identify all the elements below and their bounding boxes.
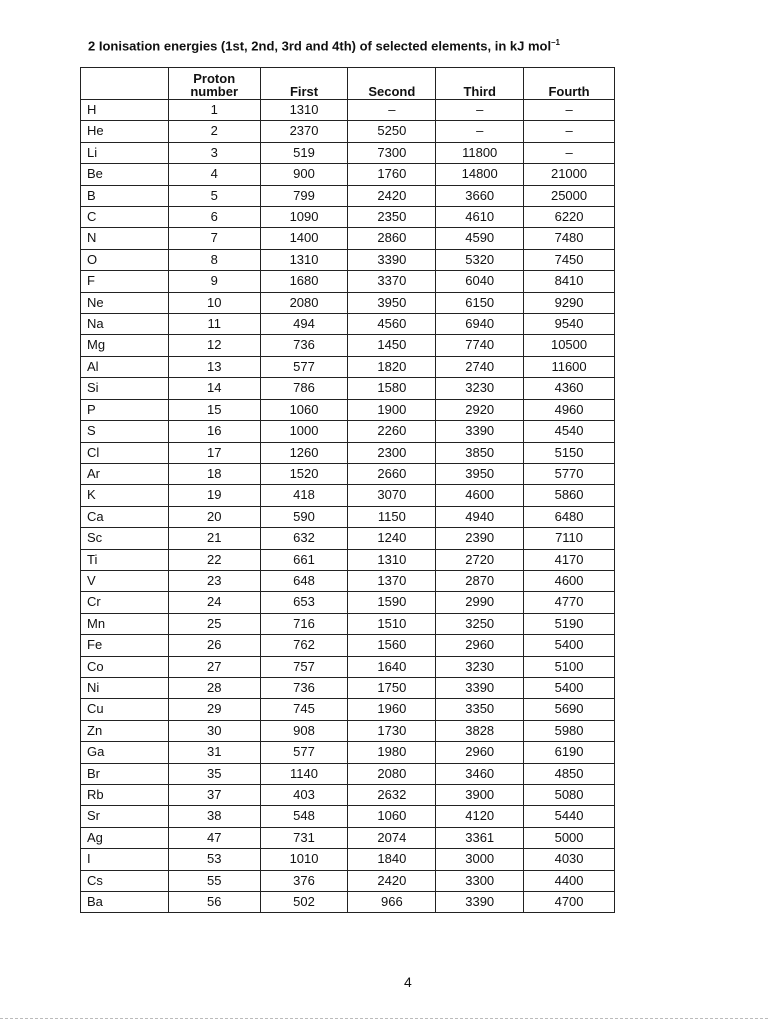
table-row [81,677,615,698]
cell-third: 3460 [436,763,524,784]
cell-element: Ag [81,827,169,848]
header-element [81,68,169,100]
cell-second: 1310 [348,549,436,570]
cell-proton-number: 22 [168,549,260,570]
cell-second: 1580 [348,378,436,399]
cell-second: 2080 [348,763,436,784]
cell-second: 3950 [348,292,436,313]
cell-first: 648 [260,570,348,591]
cell-fourth: 4400 [524,870,615,891]
cell-second: 1960 [348,699,436,720]
cell-second: 1240 [348,528,436,549]
cell-third: 4590 [436,228,524,249]
table-row [81,506,615,527]
cell-proton-number: 9 [168,271,260,292]
cell-first: 403 [260,785,348,806]
cell-first: 2080 [260,292,348,313]
table-row [81,249,615,270]
cell-third: 6040 [436,271,524,292]
cell-first: 731 [260,827,348,848]
cell-first: 548 [260,806,348,827]
cell-second: 1730 [348,720,436,741]
unit-superscript: –1 [551,38,560,47]
cell-proton-number: 14 [168,378,260,399]
document-title-text: 2 Ionisation energies (1st, 2nd, 3rd and 4th) of selected elements, in kJ mol [88,38,552,54]
cell-proton-number: 38 [168,806,260,827]
cell-element: S [81,421,169,442]
cell-fourth: 9540 [524,314,615,335]
table-row [81,442,615,463]
cell-element: Ga [81,742,169,763]
cell-element: H [81,100,169,121]
cell-third: 3230 [436,656,524,677]
cell-first: 716 [260,613,348,634]
cell-proton-number: 24 [168,592,260,613]
cell-second: 3070 [348,485,436,506]
cell-second: 2300 [348,442,436,463]
cell-element: O [81,249,169,270]
cell-element: V [81,570,169,591]
cell-third: 3900 [436,785,524,806]
cell-first: 908 [260,720,348,741]
cell-first: 1680 [260,271,348,292]
cell-third: 4940 [436,506,524,527]
table-row [81,528,615,549]
cell-first: 1000 [260,421,348,442]
cell-element: Cs [81,870,169,891]
cell-third: 2990 [436,592,524,613]
cell-proton-number: 17 [168,442,260,463]
cell-fourth: 4540 [524,421,615,442]
cell-fourth: 7480 [524,228,615,249]
cell-third: 3390 [436,677,524,698]
cell-element: Ar [81,463,169,484]
table-row [81,570,615,591]
cell-proton-number: 19 [168,485,260,506]
cell-third: 2960 [436,635,524,656]
header-third: Third [436,68,524,100]
cell-first: 661 [260,549,348,570]
cell-fourth: 6220 [524,207,615,228]
cell-second: 2074 [348,827,436,848]
cell-fourth: 5860 [524,485,615,506]
cell-first: 1010 [260,849,348,870]
cell-fourth: 4960 [524,399,615,420]
cell-first: 494 [260,314,348,335]
cell-fourth: 4770 [524,592,615,613]
cell-fourth: 5770 [524,463,615,484]
cell-element: Ba [81,892,169,913]
cell-second: 2632 [348,785,436,806]
cell-proton-number: 16 [168,421,260,442]
cell-second: 3370 [348,271,436,292]
header-fourth: Fourth [524,68,615,100]
cell-element: He [81,121,169,142]
cell-third: 2960 [436,742,524,763]
cell-first: 2370 [260,121,348,142]
cell-fourth: 4360 [524,378,615,399]
cell-second: 4560 [348,314,436,335]
ionisation-energy-table [80,67,615,913]
footer-divider [0,1018,768,1019]
table-row [81,485,615,506]
table-row [81,806,615,827]
cell-element: Cr [81,592,169,613]
cell-proton-number: 31 [168,742,260,763]
cell-second: 2660 [348,463,436,484]
cell-third: – [436,121,524,142]
cell-first: 762 [260,635,348,656]
cell-proton-number: 27 [168,656,260,677]
cell-first: 1310 [260,249,348,270]
cell-proton-number: 56 [168,892,260,913]
cell-element: Li [81,142,169,163]
cell-first: 1060 [260,399,348,420]
cell-second: 2860 [348,228,436,249]
cell-third: 3230 [436,378,524,399]
cell-proton-number: 3 [168,142,260,163]
table-row [81,549,615,570]
header-second: Second [348,68,436,100]
table-row [81,892,615,913]
cell-proton-number: 47 [168,827,260,848]
cell-fourth: – [524,100,615,121]
table-row [81,785,615,806]
cell-first: 632 [260,528,348,549]
cell-third: 4120 [436,806,524,827]
cell-proton-number: 10 [168,292,260,313]
table-row [81,635,615,656]
cell-proton-number: 13 [168,356,260,377]
cell-second: 1590 [348,592,436,613]
cell-proton-number: 5 [168,185,260,206]
cell-first: 376 [260,870,348,891]
cell-first: 745 [260,699,348,720]
cell-proton-number: 53 [168,849,260,870]
cell-element: Sc [81,528,169,549]
cell-second: 2420 [348,870,436,891]
cell-first: 799 [260,185,348,206]
cell-first: 418 [260,485,348,506]
cell-third: 2390 [436,528,524,549]
cell-element: Ca [81,506,169,527]
cell-fourth: 5440 [524,806,615,827]
cell-element: Mn [81,613,169,634]
cell-fourth: 5690 [524,699,615,720]
table-row [81,292,615,313]
cell-second: 2350 [348,207,436,228]
cell-first: 653 [260,592,348,613]
cell-proton-number: 18 [168,463,260,484]
cell-third: 3350 [436,699,524,720]
cell-third: 3300 [436,870,524,891]
cell-second: 1980 [348,742,436,763]
cell-second: – [348,100,436,121]
table-row [81,742,615,763]
cell-fourth: 5150 [524,442,615,463]
cell-third: 3361 [436,827,524,848]
cell-third: 2870 [436,570,524,591]
cell-proton-number: 29 [168,699,260,720]
cell-element: Ni [81,677,169,698]
cell-third: 11800 [436,142,524,163]
cell-fourth: 5400 [524,677,615,698]
cell-element: Al [81,356,169,377]
document-title [88,38,560,53]
table-row [81,870,615,891]
cell-second: 2260 [348,421,436,442]
cell-element: Co [81,656,169,677]
cell-second: 1510 [348,613,436,634]
cell-third: 2740 [436,356,524,377]
cell-fourth: 21000 [524,164,615,185]
table-row [81,228,615,249]
cell-second: 5250 [348,121,436,142]
cell-proton-number: 11 [168,314,260,335]
cell-second: 1150 [348,506,436,527]
cell-first: 590 [260,506,348,527]
page-number: 4 [404,974,412,990]
cell-first: 519 [260,142,348,163]
cell-proton-number: 2 [168,121,260,142]
table-row [81,142,615,163]
table-body [81,100,615,913]
cell-fourth: 5980 [524,720,615,741]
cell-element: Cl [81,442,169,463]
cell-second: 2420 [348,185,436,206]
cell-proton-number: 28 [168,677,260,698]
cell-fourth: 5000 [524,827,615,848]
table-row [81,100,615,121]
cell-second: 1060 [348,806,436,827]
cell-element: N [81,228,169,249]
cell-element: Br [81,763,169,784]
table-row [81,335,615,356]
cell-first: 1400 [260,228,348,249]
cell-third: 2920 [436,399,524,420]
cell-fourth: 5400 [524,635,615,656]
cell-third: 5320 [436,249,524,270]
cell-proton-number: 21 [168,528,260,549]
cell-element: Ti [81,549,169,570]
cell-element: Cu [81,699,169,720]
cell-first: 786 [260,378,348,399]
cell-fourth: 4850 [524,763,615,784]
cell-fourth: 5100 [524,656,615,677]
cell-fourth: 7110 [524,528,615,549]
cell-element: Rb [81,785,169,806]
table-row [81,164,615,185]
cell-element: Be [81,164,169,185]
cell-second: 1750 [348,677,436,698]
header-proton-number: Proton number [168,68,260,100]
table-row [81,763,615,784]
cell-second: 1560 [348,635,436,656]
cell-first: 577 [260,742,348,763]
cell-third: 2720 [436,549,524,570]
cell-proton-number: 6 [168,207,260,228]
cell-fourth: 4700 [524,892,615,913]
cell-first: 1260 [260,442,348,463]
cell-fourth: 25000 [524,185,615,206]
cell-third: 3828 [436,720,524,741]
cell-fourth: 10500 [524,335,615,356]
table-row [81,592,615,613]
cell-first: 900 [260,164,348,185]
cell-proton-number: 12 [168,335,260,356]
table-row [81,849,615,870]
cell-second: 1450 [348,335,436,356]
cell-third: 14800 [436,164,524,185]
cell-fourth: 6480 [524,506,615,527]
header-first: First [260,68,348,100]
cell-proton-number: 25 [168,613,260,634]
cell-element: Mg [81,335,169,356]
table-row [81,185,615,206]
table-row [81,207,615,228]
cell-third: 3250 [436,613,524,634]
table-row [81,356,615,377]
cell-element: Sr [81,806,169,827]
cell-proton-number: 35 [168,763,260,784]
table-header [81,68,615,100]
cell-first: 502 [260,892,348,913]
cell-first: 1090 [260,207,348,228]
cell-first: 577 [260,356,348,377]
table-row [81,271,615,292]
table-row [81,699,615,720]
table-row [81,827,615,848]
cell-third: 6940 [436,314,524,335]
cell-first: 736 [260,335,348,356]
cell-fourth: 6190 [524,742,615,763]
cell-proton-number: 23 [168,570,260,591]
cell-proton-number: 55 [168,870,260,891]
cell-proton-number: 20 [168,506,260,527]
cell-proton-number: 8 [168,249,260,270]
cell-fourth: 8410 [524,271,615,292]
table-row [81,720,615,741]
table-row [81,656,615,677]
cell-fourth: 4030 [524,849,615,870]
cell-proton-number: 37 [168,785,260,806]
table-row [81,378,615,399]
cell-fourth: 5080 [524,785,615,806]
cell-second: 1640 [348,656,436,677]
cell-second: 1840 [348,849,436,870]
cell-first: 1310 [260,100,348,121]
cell-third: 3390 [436,421,524,442]
cell-element: K [81,485,169,506]
table-row [81,421,615,442]
cell-third: 4600 [436,485,524,506]
cell-element: P [81,399,169,420]
cell-proton-number: 1 [168,100,260,121]
cell-second: 3390 [348,249,436,270]
cell-element: Fe [81,635,169,656]
cell-fourth: 4170 [524,549,615,570]
cell-third: 3390 [436,892,524,913]
cell-first: 1520 [260,463,348,484]
cell-element: Si [81,378,169,399]
cell-element: Na [81,314,169,335]
cell-second: 1760 [348,164,436,185]
cell-fourth: 11600 [524,356,615,377]
cell-third: 3950 [436,463,524,484]
cell-third: 6150 [436,292,524,313]
cell-fourth: 7450 [524,249,615,270]
cell-second: 7300 [348,142,436,163]
cell-element: Zn [81,720,169,741]
cell-fourth: 9290 [524,292,615,313]
cell-first: 757 [260,656,348,677]
cell-third: 7740 [436,335,524,356]
cell-fourth: – [524,142,615,163]
cell-second: 1820 [348,356,436,377]
cell-proton-number: 4 [168,164,260,185]
cell-first: 736 [260,677,348,698]
cell-element: Ne [81,292,169,313]
cell-third: 3000 [436,849,524,870]
cell-element: I [81,849,169,870]
cell-second: 1900 [348,399,436,420]
cell-proton-number: 15 [168,399,260,420]
cell-third: 3660 [436,185,524,206]
cell-proton-number: 26 [168,635,260,656]
cell-element: C [81,207,169,228]
header-row [81,68,615,100]
cell-fourth: 5190 [524,613,615,634]
table-row [81,314,615,335]
cell-fourth: – [524,121,615,142]
cell-element: F [81,271,169,292]
cell-second: 1370 [348,570,436,591]
cell-third: 4610 [436,207,524,228]
table-row [81,121,615,142]
table-row [81,399,615,420]
cell-first: 1140 [260,763,348,784]
cell-second: 966 [348,892,436,913]
table-row [81,463,615,484]
cell-element: B [81,185,169,206]
cell-third: 3850 [436,442,524,463]
cell-proton-number: 30 [168,720,260,741]
cell-proton-number: 7 [168,228,260,249]
cell-third: – [436,100,524,121]
table-row [81,613,615,634]
cell-fourth: 4600 [524,570,615,591]
